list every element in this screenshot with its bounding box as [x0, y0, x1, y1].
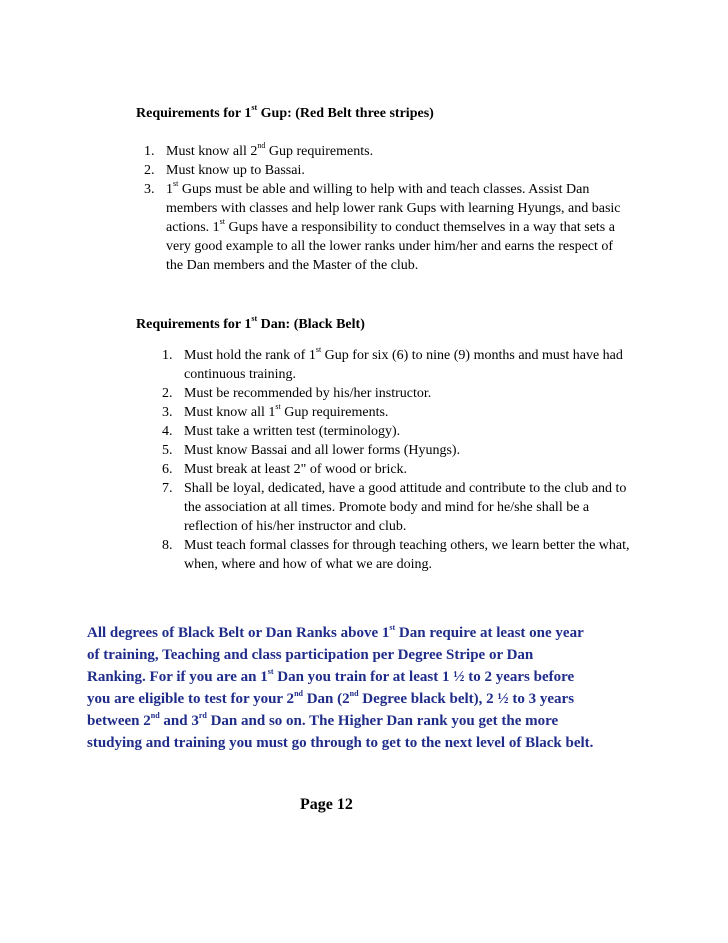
- notice-text: Dan you train for at least 1 ½ to 2 years before: [273, 669, 575, 685]
- list-item-line: [166, 180, 634, 199]
- list-item-line: [184, 517, 652, 536]
- section1-list: [144, 142, 634, 275]
- notice-superscript: nd: [294, 689, 303, 698]
- notice-text: Degree black belt), 2 ½ to 3 years: [358, 691, 575, 707]
- list-item: [144, 180, 634, 275]
- notice-text: of training, Teaching and class participation per Degree Stripe or Dan: [87, 647, 534, 663]
- list-item-line: [166, 256, 634, 275]
- list-item-line: [184, 422, 652, 441]
- section2-heading: [136, 314, 365, 333]
- line-text: members with classes and help lower rank Gups with learning Hyungs, and basic: [166, 201, 621, 216]
- list-item-number: 1.: [162, 348, 173, 363]
- list-item-line: [166, 142, 634, 161]
- line-text: Must be recommended by his/her instructor.: [184, 386, 432, 401]
- line-superscript: st: [315, 345, 322, 355]
- line-text: when, where and how of what we are doing.: [184, 557, 433, 572]
- list-item-number: 1.: [144, 144, 155, 159]
- line-text: Gup requirements.: [280, 405, 389, 420]
- section1-heading-text-a: Requirements for 1: [136, 106, 252, 121]
- notice-text: studying and training you must go through to get to the next level of Black belt.: [87, 735, 594, 751]
- line-text: continuous training.: [184, 367, 296, 382]
- list-item-line: [184, 403, 652, 422]
- line-text: Gups must be able and willing to help with and teach classes. Assist Dan: [178, 182, 590, 197]
- list-item: [162, 422, 652, 441]
- list-item: [162, 536, 652, 574]
- list-item-number: 3.: [144, 182, 155, 197]
- notice-text: Dan (2: [302, 691, 350, 707]
- section2-heading-text-a: Requirements for 1: [136, 317, 252, 332]
- list-item-line: [166, 237, 634, 256]
- notice-superscript: rd: [198, 711, 207, 720]
- line-text: Must hold the rank of 1: [184, 348, 316, 363]
- line-text: Must know Bassai and all lower forms (Hyungs).: [184, 443, 461, 458]
- list-item: [162, 441, 652, 460]
- list-item-number: 2.: [144, 163, 155, 178]
- line-text: Gup requirements.: [265, 144, 374, 159]
- section2-heading-sup: st: [251, 314, 258, 324]
- line-text: Must break at least 2" of wood or brick.: [184, 462, 408, 477]
- list-item-line: [166, 199, 634, 218]
- notice-superscript: st: [389, 623, 396, 632]
- notice-text: between 2: [87, 713, 151, 729]
- line-superscript: st: [275, 402, 281, 412]
- line-text: very good example to all the lower ranks under him/her and earns the respect of: [166, 239, 614, 254]
- notice-text: and 3: [159, 713, 199, 729]
- list-item-line: [184, 555, 652, 574]
- list-item-number: 3.: [162, 405, 173, 420]
- notice-text: All degrees of Black Belt or Dan Ranks above 1: [87, 625, 390, 641]
- line-text: Gups have a responsibility to conduct themselves in a way that sets a: [225, 220, 615, 235]
- list-item-line: [184, 384, 652, 403]
- notice-superscript: nd: [150, 711, 160, 720]
- notice-text: Dan and so on. The Higher Dan rank you get the more: [206, 713, 559, 729]
- notice-line: [87, 666, 657, 688]
- list-item-line: [184, 346, 652, 365]
- line-text: Must know all 1: [184, 405, 276, 420]
- list-item: [162, 479, 652, 536]
- line-text: the Dan members and the Master of the club.: [166, 258, 419, 273]
- line-text: Must know all 2: [166, 144, 258, 159]
- line-text: actions. 1: [166, 220, 220, 235]
- section1-heading-text-b: Gup: (Red Belt three stripes): [257, 106, 434, 121]
- line-superscript: st: [219, 217, 225, 227]
- notice-line: [87, 732, 657, 754]
- list-item: [162, 346, 652, 384]
- list-item-number: 7.: [162, 481, 173, 496]
- section1-heading: [136, 103, 434, 122]
- line-superscript: nd: [257, 141, 266, 151]
- list-item-number: 6.: [162, 462, 173, 477]
- notice-superscript: nd: [349, 689, 359, 698]
- notice-text: Dan require at least one year: [395, 625, 584, 641]
- section2-heading-text-b: Dan: (Black Belt): [257, 317, 365, 332]
- line-text: 1: [166, 182, 173, 197]
- line-superscript: st: [173, 179, 179, 189]
- line-text: the association at all times. Promote body and mind for he/she shall be a: [184, 500, 590, 515]
- list-item-line: [184, 441, 652, 460]
- list-item: [162, 384, 652, 403]
- section1-heading-sup: st: [251, 103, 258, 113]
- list-item: [144, 161, 634, 180]
- notice-line: [87, 710, 657, 732]
- list-item-line: [184, 479, 652, 498]
- line-text: Must teach formal classes for through teaching others, we learn better the what,: [184, 538, 630, 553]
- list-item-line: [184, 498, 652, 517]
- list-item-number: 4.: [162, 424, 173, 439]
- notice-text: you are eligible to test for your 2: [87, 691, 295, 707]
- list-item-line: [166, 161, 634, 180]
- black-belt-notice: [87, 622, 657, 754]
- list-item-line: [184, 365, 652, 384]
- notice-text: Ranking. For if you are an 1: [87, 669, 268, 685]
- page-number: Page 12: [300, 796, 353, 813]
- line-text: Must take a written test (terminology).: [184, 424, 401, 439]
- line-text: Gup for six (6) to nine (9) months and must have had: [321, 348, 623, 363]
- list-item-number: 5.: [162, 443, 173, 458]
- list-item-line: [184, 460, 652, 479]
- notice-line: [87, 688, 657, 710]
- list-item: [162, 460, 652, 479]
- list-item: [162, 403, 652, 422]
- line-text: Must know up to Bassai.: [166, 163, 305, 178]
- list-item-line: [184, 536, 652, 555]
- list-item-number: 8.: [162, 538, 173, 553]
- list-item: [144, 142, 634, 161]
- notice-line: [87, 622, 657, 644]
- list-item-line: [166, 218, 634, 237]
- notice-line: [87, 644, 657, 666]
- list-item-number: 2.: [162, 386, 173, 401]
- line-text: reflection of his/her instructor and club.: [184, 519, 407, 534]
- line-text: Shall be loyal, dedicated, have a good attitude and contribute to the club and to: [184, 481, 627, 496]
- notice-superscript: st: [267, 667, 274, 676]
- section2-list: [162, 346, 652, 574]
